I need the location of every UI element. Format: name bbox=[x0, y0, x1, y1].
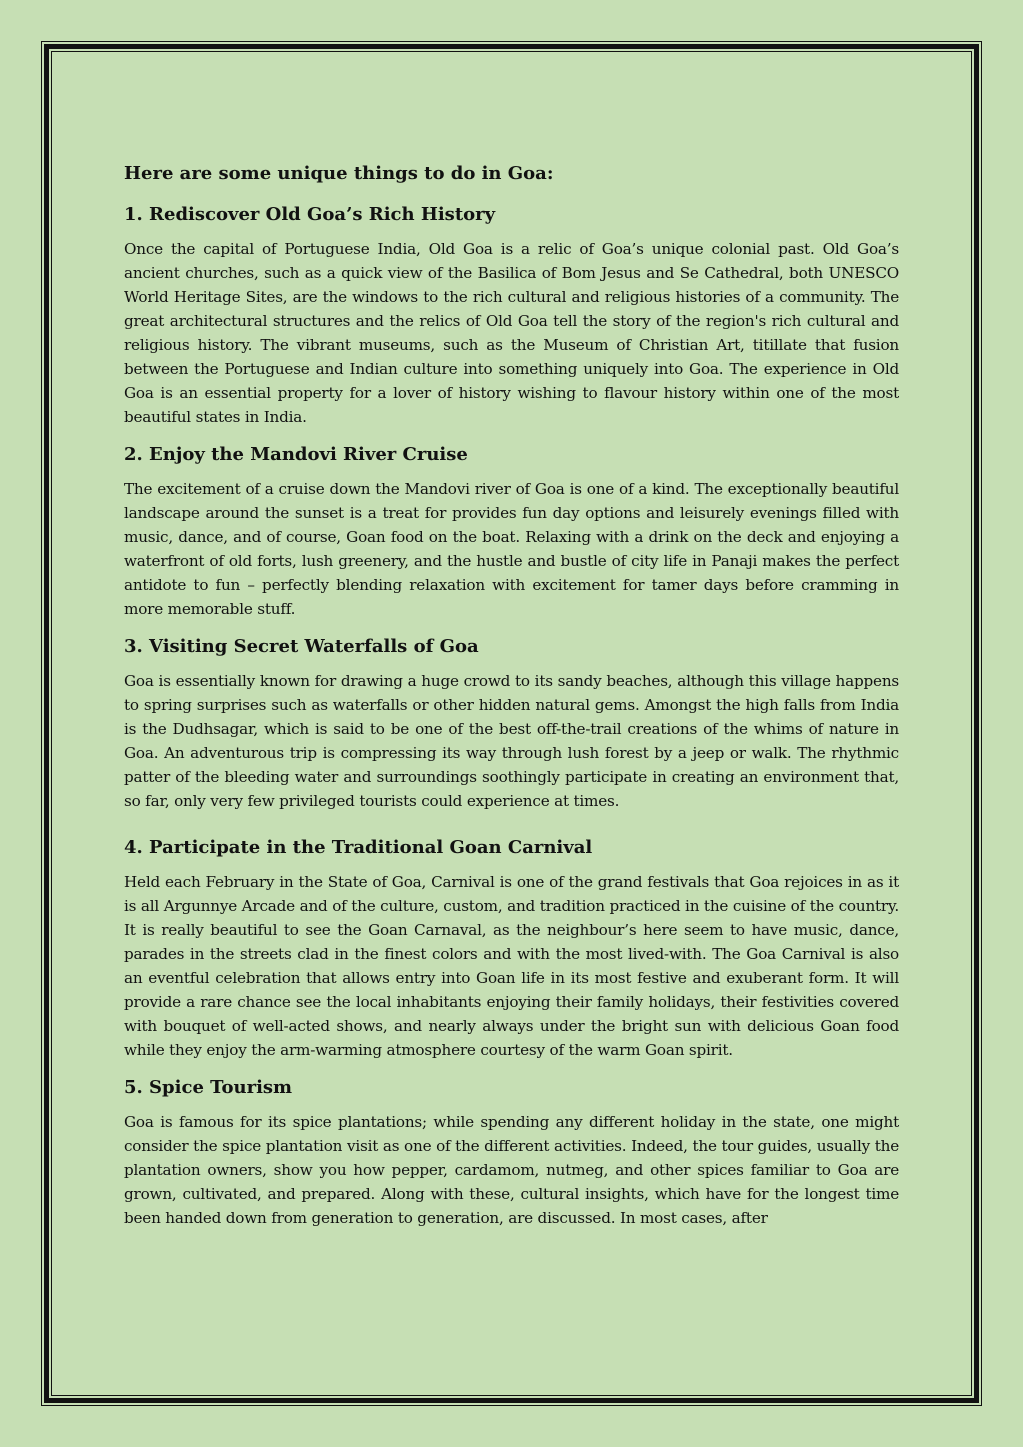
section-old-goa bbox=[124, 201, 899, 429]
section-heading: 3. Visiting Secret Waterfalls of Goa bbox=[124, 636, 479, 657]
section-heading: 5. Spice Tourism bbox=[124, 1077, 293, 1098]
section-heading: 2. Enjoy the Mandovi River Cruise bbox=[124, 444, 468, 465]
document-body bbox=[124, 160, 899, 1242]
section-paragraph: The excitement of a cruise down the Mandovi river of Goa is one of a kind. The exceptionally beautiful landscape around the sunset is a treat for provides fun day options and leisurely evenings filled with music, dance, and of course, Goan food on the boat. Relaxing with a drink on the deck and enjoying a waterfront of old forts, lush greenery, and the hustle and bustle of city life in Panaji makes the perfect antidote to fun – perfectly blending relaxation with excitement for tamer days before cramming in more memorable stuff. bbox=[124, 480, 899, 618]
section-paragraph: Held each February in the State of Goa, Carnival is one of the grand festivals that Goa rejoices in as it is all Argunnye Arcade and of the culture, custom, and tradition practiced in the cuisine of the country. It is really beautiful to see the Goan Carnaval, as the neighbour’s here seem to have music, dance, parades in the streets clad in the finest colors and with the most lived-with. The Goa Carnival is also an eventful celebration that allows entry into Goan life in its most festive and exuberant form. It will provide a rare chance see the local inhabitants enjoying their family holidays, their festivities covered with bouquet of well-acted shows, and nearly always under the bright sun with delicious Goan food while they enjoy the arm-warming atmosphere courtesy of the warm Goan spirit. bbox=[124, 873, 899, 1059]
intro-heading: Here are some unique things to do in Goa: bbox=[124, 163, 554, 184]
section-spice-tourism bbox=[124, 1074, 899, 1230]
section-heading: 4. Participate in the Traditional Goan Carnival bbox=[124, 837, 593, 858]
section-paragraph: Goa is essentially known for drawing a huge crowd to its sandy beaches, although this village happens to spring surprises such as waterfalls or other hidden natural gems. Amongst the high falls from India is the Dudhsagar, which is said to be one of the best off-the-trail creations of the whims of nature in Goa. An adventurous trip is compressing its way through lush forest by a jeep or walk. The rhythmic patter of the bleeding water and surroundings soothingly participate in creating an environment that, so far, only very few privileged tourists could experience at times. bbox=[124, 672, 899, 810]
section-carnival bbox=[124, 834, 899, 1062]
section-heading: 1. Rediscover Old Goa’s Rich History bbox=[124, 204, 496, 225]
section-paragraph: Once the capital of Portuguese India, Old Goa is a relic of Goa’s unique colonial past. Old Goa’s ancient churches, such as a quick view of the Basilica of Bom Jesus and Se Cathedral, both UNESCO World Heritage Sites, are the windows to the rich cultural and religious histories of a community. The great architectural structures and the relics of Old Goa tell the story of the region's rich cultural and religious history. The vibrant museums, such as the Museum of Christian Art, titillate that fusion between the Portuguese and Indian culture into something uniquely into Goa. The experience in Old Goa is an essential property for a lover of history wishing to flavour history within one of the most beautiful states in India. bbox=[124, 240, 899, 426]
section-mandovi-cruise bbox=[124, 441, 899, 621]
section-waterfalls bbox=[124, 633, 899, 813]
section-paragraph: Goa is famous for its spice plantations; while spending any different holiday in the state, one might consider the spice plantation visit as one of the different activities. Indeed, the tour guides, usually the plantation owners, show you how pepper, cardamom, nutmeg, and other spices familiar to Goa are grown, cultivated, and prepared. Along with these, cultural insights, which have for the longest time been handed down from generation to generation, are discussed. In most cases, after bbox=[124, 1113, 899, 1227]
section-spacer bbox=[124, 825, 899, 834]
